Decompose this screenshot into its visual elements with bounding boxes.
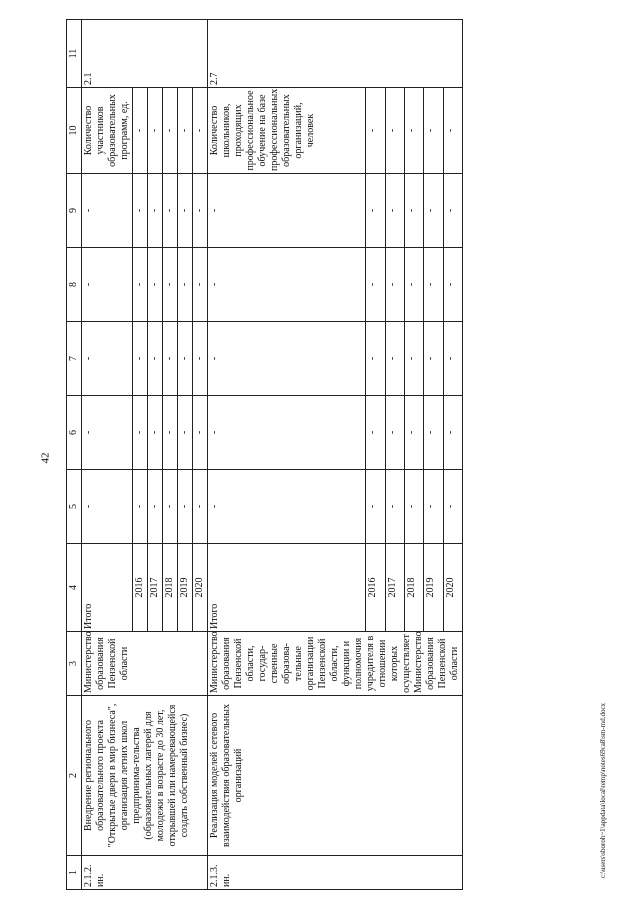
indicator-name: Количество школьников, проходящих профессиональное обучение на базе профессиональных образовательных организаций, человек <box>208 88 366 174</box>
col-header: 9 <box>67 174 82 248</box>
col-header: 7 <box>67 322 82 396</box>
year-row: 2017 - - - - - - <box>385 20 404 890</box>
table-row <box>82 20 133 890</box>
rotated-page <box>66 20 576 890</box>
indicator-ref: 2.1 <box>82 20 208 88</box>
cell: - <box>208 174 366 248</box>
program-table <box>66 19 463 890</box>
col-header: 3 <box>67 632 82 696</box>
col-header: 2 <box>67 696 82 856</box>
item-executor: Министерство образования Пензенской области, государ-ственные образова-тельные организации Пензенской области, функции и полномочия учредителя в отношении которых осуществляет Министерство образования Пензенской области <box>208 632 463 696</box>
total-label: Итого <box>82 544 133 632</box>
year-row: 2018 - - - - - - <box>163 20 178 890</box>
cell: - <box>82 396 133 470</box>
item-executor: Министерство образования Пензенской области <box>82 632 208 696</box>
col-header: 8 <box>67 248 82 322</box>
item-number: 2.1.2. ин. <box>82 856 208 890</box>
page-number: 42 <box>39 452 52 464</box>
cell: - <box>208 322 366 396</box>
year-row: 2020 - - - - - - <box>443 20 462 890</box>
col-header: 1 <box>67 856 82 890</box>
cell: - <box>82 174 133 248</box>
cell: - <box>82 470 133 544</box>
table-row <box>208 20 366 890</box>
cell: - <box>82 322 133 396</box>
indicator-ref: 2.7 <box>208 20 463 88</box>
indicator-name: Количество участников образовательных программ, ед. <box>82 88 133 174</box>
year-row: 2019 - - - - - - <box>424 20 443 890</box>
col-header: 10 <box>67 88 82 174</box>
item-number: 2.1.3. ин. <box>208 856 463 890</box>
year-row: 2016 - - - - - - <box>366 20 385 890</box>
cell: - <box>208 470 366 544</box>
item-description: Внедрение регионального образовательного проекта "Открытые двери в мир бизнеса", организация летних школ предпринима-тельства (образовательных лагерей для молодежи в возрасте до 30 лет, открывшей или намеревающейся создать собственный бизнес) <box>82 696 208 856</box>
year-row: 2016 - - - - - - <box>133 20 148 890</box>
col-header: 5 <box>67 470 82 544</box>
column-number-row <box>67 20 82 890</box>
year-row: 2018 - - - - - - <box>405 20 424 890</box>
col-header: 4 <box>67 544 82 632</box>
year-row: 2020 - - - - - - <box>193 20 208 890</box>
col-header: 6 <box>67 396 82 470</box>
cell: - <box>208 248 366 322</box>
cell: - <box>82 248 133 322</box>
col-header: 11 <box>67 20 82 88</box>
year-row: 2017 - - - - - - <box>148 20 163 890</box>
total-label: Итого <box>208 544 366 632</box>
year-row: 2019 - - - - - - <box>178 20 193 890</box>
item-description: Реализация моделей сетевого взаимодействия образовательных организаций <box>208 696 463 856</box>
cell: - <box>208 396 366 470</box>
